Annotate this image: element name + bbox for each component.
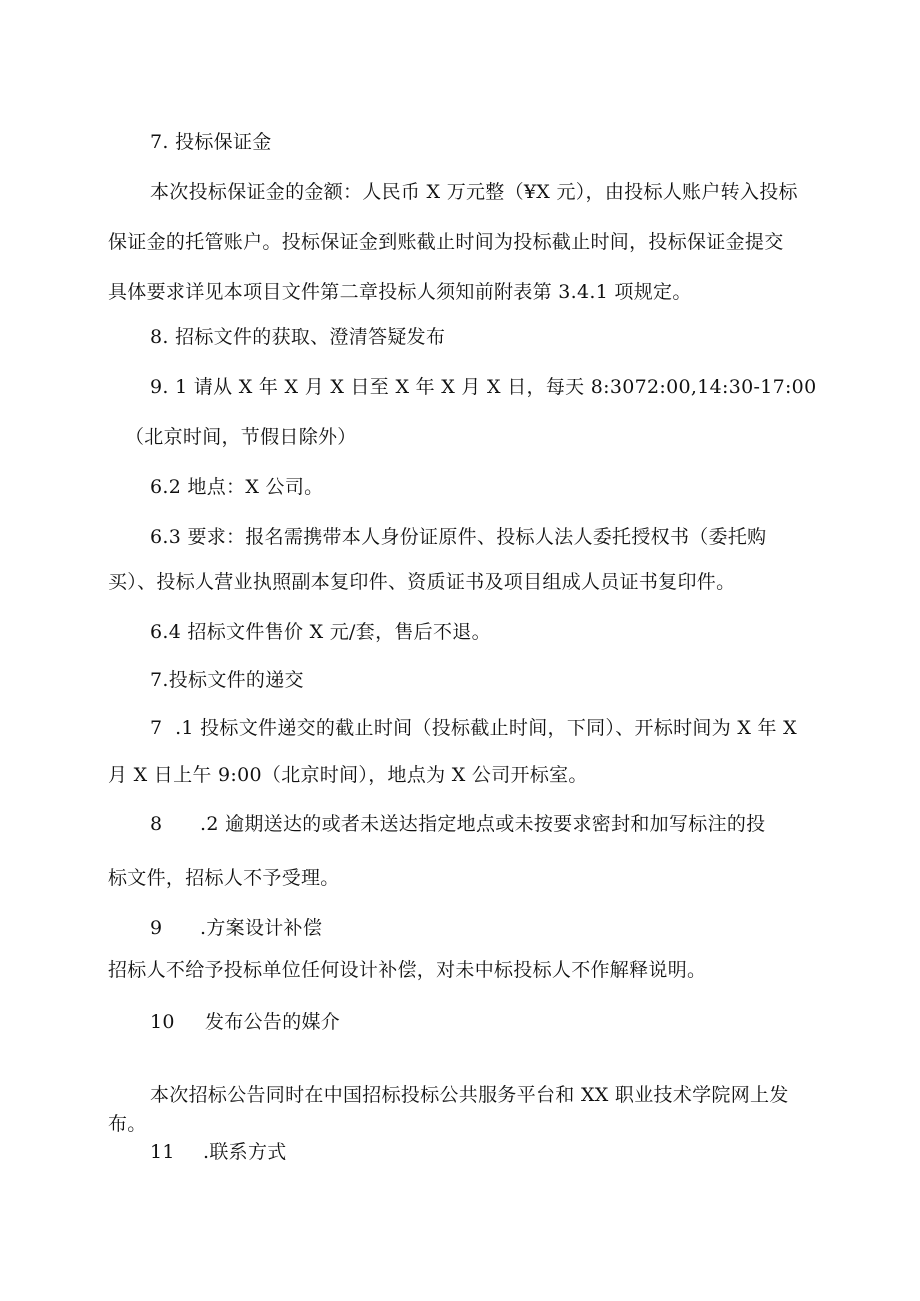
section-8-2-line-2: 标文件，招标人不予受理。: [108, 867, 340, 889]
section-6-4: 6.4 招标文件售价 X 元/套，售后不退。: [150, 621, 491, 643]
section-8-2-number: 8: [150, 813, 163, 835]
section-8-heading: 8. 招标文件的获取、澄清答疑发布: [150, 326, 446, 348]
section-10-number: 10: [150, 1011, 175, 1033]
section-7-1-line-1: 7 .1 投标文件递交的截止时间（投标截止时间，下同）、开标时间为 X 年 X: [150, 717, 798, 739]
section-8-2-line-1: .2 逾期送达的或者未送达指定地点或未按要求密封和加写标注的投: [200, 813, 766, 835]
section-9b-heading: .方案设计补偿: [200, 917, 323, 939]
section-6-2: 6.2 地点：X 公司。: [150, 476, 324, 498]
section-10-paragraph-line-1: 本次招标公告同时在中国招标投标公共服务平台和 XX 职业技术学院网上发: [150, 1084, 789, 1106]
section-7-heading: 7. 投标保证金: [150, 131, 272, 153]
section-10-paragraph-line-2: 布。: [108, 1113, 147, 1135]
section-7-paragraph-line-1: 本次投标保证金的金额：人民币 X 万元整（¥X 元），由投标人账户转入投标: [150, 181, 798, 203]
section-7-paragraph-line-3: 具体要求详见本项目文件第二章投标人须知前附表第 3.4.1 项规定。: [108, 281, 692, 303]
section-10-heading: 发布公告的媒介: [205, 1011, 341, 1033]
section-9-1-line-2: （北京时间，节假日除外）: [125, 426, 357, 448]
section-9b-number: 9: [150, 917, 163, 939]
section-9-1-line-1: 9. 1 请从 X 年 X 月 X 日至 X 年 X 月 X 日，每天 8:3072:00,14:30-17:00: [150, 376, 817, 398]
section-7b-heading: 7.投标文件的递交: [150, 669, 304, 691]
section-11-number: 11: [150, 1141, 175, 1163]
section-11-heading: .联系方式: [203, 1141, 287, 1163]
section-7-paragraph-line-2: 保证金的托管账户。投标保证金到账截止时间为投标截止时间，投标保证金提交: [108, 231, 784, 253]
section-9b-paragraph: 招标人不给予投标单位任何设计补偿，对未中标投标人不作解释说明。: [108, 959, 707, 981]
section-6-3-line-2: 买）、投标人营业执照副本复印件、资质证书及项目组成人员证书复印件。: [108, 571, 736, 593]
section-6-3-line-1: 6.3 要求：报名需携带本人身份证原件、投标人法人委托授权书（委托购: [150, 526, 767, 548]
section-7-1-line-2: 月 X 日上午 9:00（北京时间），地点为 X 公司开标室。: [108, 764, 588, 786]
